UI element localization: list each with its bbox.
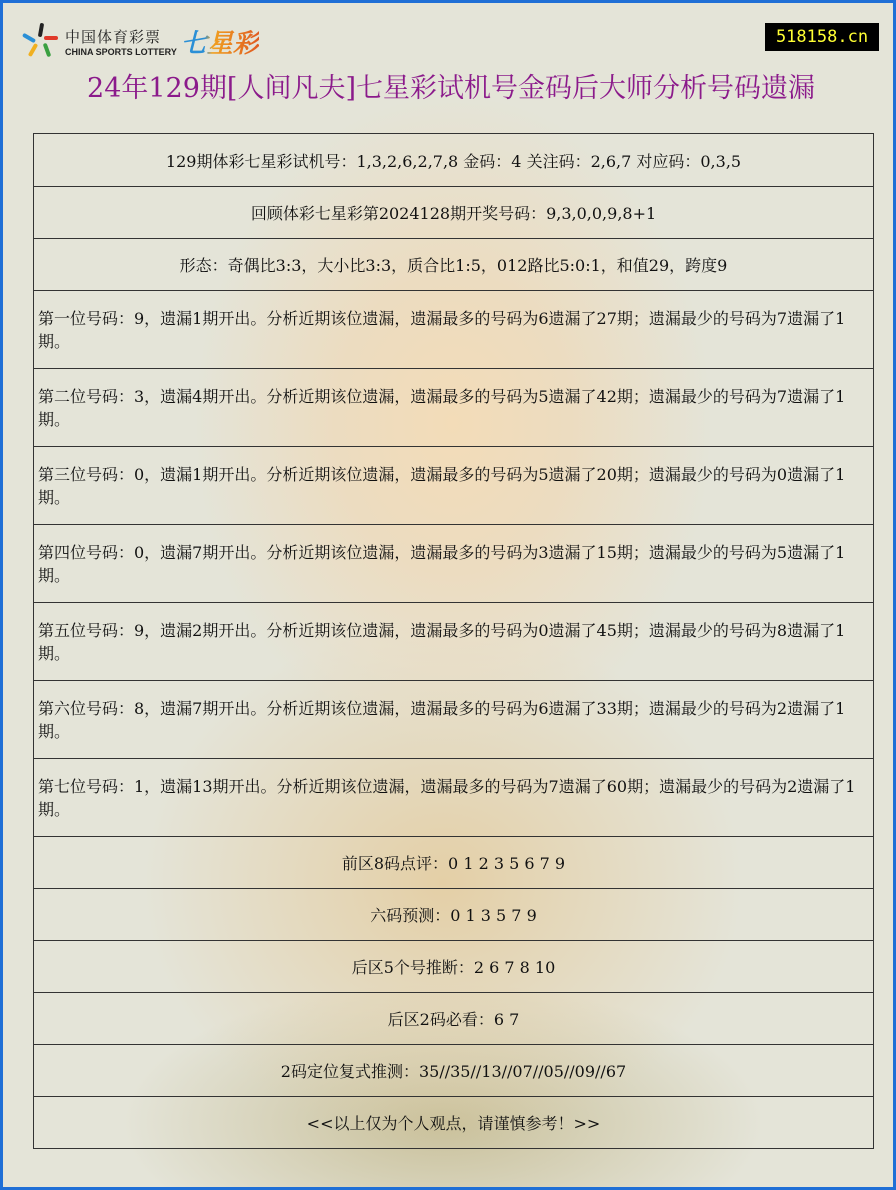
row-text: 后区5个号推断：2 6 7 8 10 <box>351 958 556 977</box>
table-row <box>34 290 873 368</box>
row-text: <<以上仅为个人观点，请谨慎参考！>> <box>306 1114 601 1133</box>
game-logo-text: 七星彩 <box>181 23 259 60</box>
table-row <box>34 680 873 758</box>
page-title: 24年129期[人间凡夫]七星彩试机号金码后大师分析号码遗漏 <box>87 73 815 104</box>
row-text: 形态：奇偶比3:3，大小比3:3，质合比1:5，012路比5:0:1，和值29，跨度9 <box>179 256 728 275</box>
row-text: 第四位号码：0，遗漏7期开出。分析近期该位遗漏，遗漏最多的号码为3遗漏了15期；遗漏最少的号码为5遗漏了1期。 <box>38 542 846 585</box>
table-row <box>34 992 873 1044</box>
analysis-table <box>33 133 874 1149</box>
table-row <box>34 446 873 524</box>
row-text: 129期体彩七星彩试机号：1,3,2,6,2,7,8 金码：4 关注码：2,6,7 对应码：0,3,5 <box>165 151 742 171</box>
row-text: 第五位号码：9，遗漏2期开出。分析近期该位遗漏，遗漏最多的号码为0遗漏了45期；遗漏最少的号码为8遗漏了1期。 <box>38 620 846 663</box>
table-row <box>34 888 873 940</box>
row-text: 第六位号码：8，遗漏7期开出。分析近期该位遗漏，遗漏最多的号码为6遗漏了33期；遗漏最少的号码为2遗漏了1期。 <box>38 698 846 741</box>
lottery-star-icon <box>21 21 61 61</box>
row-text: 第三位号码：0，遗漏1期开出。分析近期该位遗漏，遗漏最多的号码为5遗漏了20期；遗漏最少的号码为0遗漏了1期。 <box>38 464 846 507</box>
china-sports-lottery-logo <box>21 21 259 61</box>
row-text: 第一位号码：9，遗漏1期开出。分析近期该位遗漏，遗漏最多的号码为6遗漏了27期；遗漏最少的号码为7遗漏了1期。 <box>38 308 846 351</box>
row-text: 2码定位复式推测：35//35//13//07//05//09//67 <box>280 1062 627 1081</box>
table-row <box>34 836 873 888</box>
table-row <box>34 238 873 290</box>
row-text: 第七位号码：1，遗漏13期开出。分析近期该位遗漏，遗漏最多的号码为7遗漏了60期；遗漏最少的号码为2遗漏了1期。 <box>38 776 856 819</box>
row-text: 第二位号码：3，遗漏4期开出。分析近期该位遗漏，遗漏最多的号码为5遗漏了42期；遗漏最少的号码为7遗漏了1期。 <box>38 386 846 429</box>
table-row <box>34 524 873 602</box>
row-text: 后区2码必看：6 7 <box>387 1010 520 1029</box>
table-row <box>34 368 873 446</box>
row-text: 回顾体彩七星彩第2024128期开奖号码：9,3,0,0,9,8+1 <box>250 204 657 223</box>
table-row <box>34 758 873 836</box>
table-row <box>34 1096 873 1148</box>
table-row <box>34 602 873 680</box>
row-text: 六码预测：0 1 3 5 7 9 <box>370 906 537 925</box>
site-badge[interactable]: 518158.cn <box>765 23 879 51</box>
table-row <box>34 186 873 238</box>
logo-cn-text: 中国体育彩票 <box>65 27 162 46</box>
row-text: 前区8码点评：0 1 2 3 5 6 7 9 <box>341 854 566 873</box>
table-row <box>34 134 873 186</box>
logo-en-text: CHINA SPORTS LOTTERY <box>65 46 177 57</box>
table-row <box>34 1044 873 1096</box>
table-row <box>34 940 873 992</box>
